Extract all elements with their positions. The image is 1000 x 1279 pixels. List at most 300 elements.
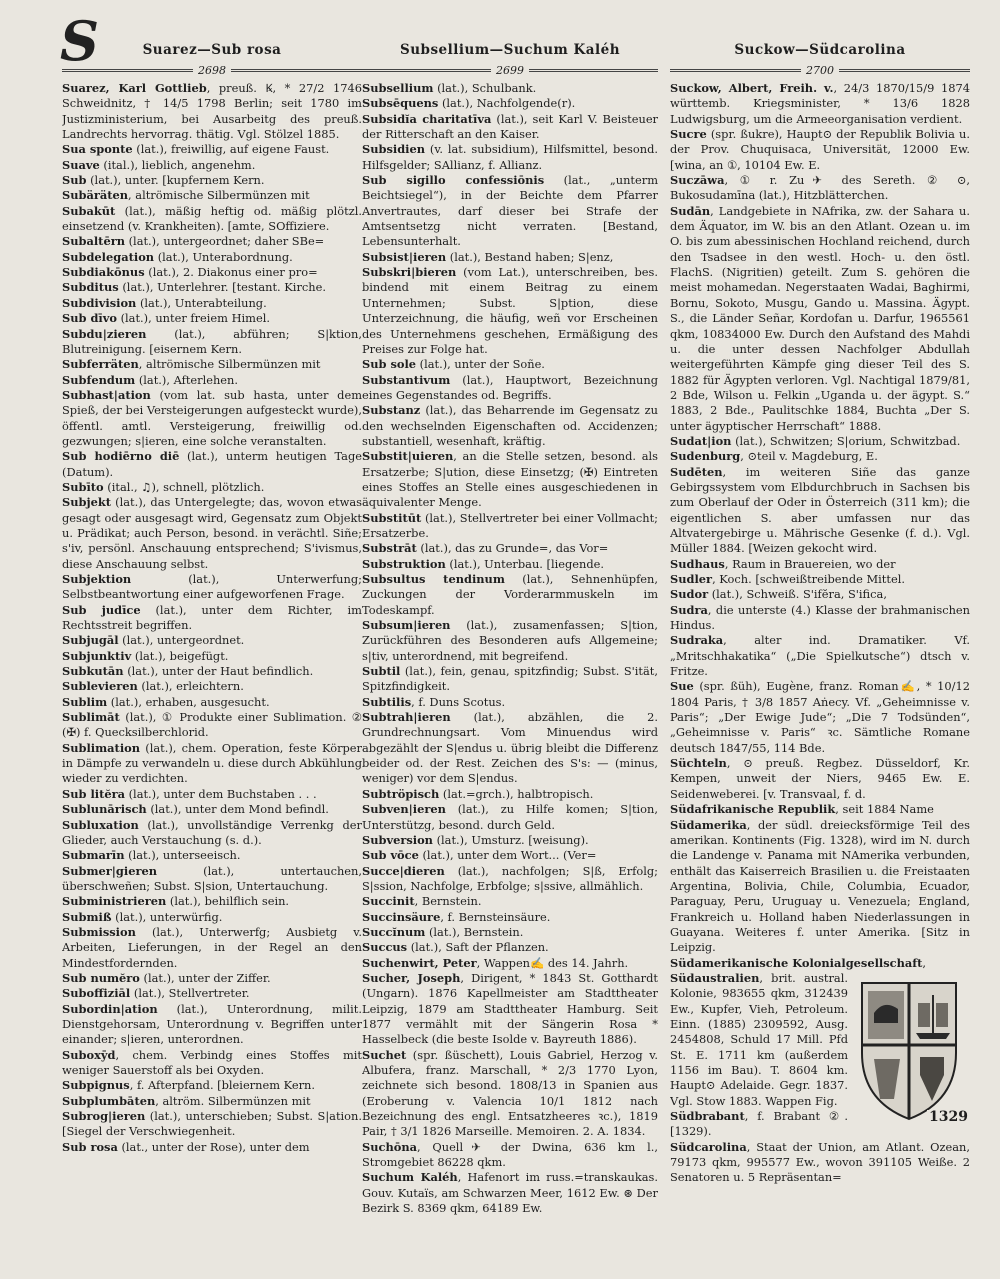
- entry-definition: , Dirigent, * 1843 St. Gotthardt (Ungarn). 1876 Kapellmeister am Stadttheater Leipzig, 1879 am Stadttheater Hamburg. Seit 1877 vermählt mit der Sängerin Rosa * Hasselbeck (die beste Isolde v. Bayreuth 1886).: [362, 970, 658, 1047]
- entry-headword: Subaltērn: [62, 234, 125, 249]
- entry-definition: (lat.), Schweiß. S'ifĕra, S'ifica,: [708, 587, 887, 602]
- figure-number: 1329: [929, 1108, 968, 1125]
- entry-definition: (lat.), abführen; S|ktion, Blutreinigung. [eisernem Kern.: [62, 326, 362, 356]
- entry-definition: (lat.), Unterwerfung; Selbstbeantwortung einer aufgeworfenen Frage.: [62, 572, 362, 602]
- entry-definition: (lat.), seit Karl V. Beisteuer der Ritterschaft an den Kaiser.: [362, 111, 658, 142]
- entry-headword: Subferräten: [62, 357, 139, 372]
- entry-definition: (lat.), Unterabteilung.: [136, 295, 267, 310]
- entry-headword: Sudat|ion: [670, 433, 732, 448]
- dictionary-entry: [62, 234, 362, 249]
- dictionary-entry: [362, 96, 658, 111]
- entry-definition: , ⊙teil v. Magdeburg, E.: [740, 449, 878, 464]
- dictionary-entry: [362, 112, 658, 143]
- dictionary-entry: [62, 925, 362, 971]
- entry-definition: (spr. ßüschett), Louis Gabriel, Herzog v. Albufera, franz. Marschall, * 2/3 1770 Lyon, zeichnete sich besond. 1808/13 in Spanien aus (Eroberung v. Valencia 10/1 1812 nach Bezeichnung des engl. Entsatzheeres ꝛc.), 1819 Pair, † 3/1 1826 Marseille. Memoiren. 2. A. 1834.: [362, 1047, 658, 1139]
- entry-definition: , Bernstein.: [414, 894, 482, 909]
- entry-headword: Submarīn: [62, 848, 125, 863]
- entry-definition: (lat.), unter dem Mond befindl.: [146, 802, 329, 817]
- entry-definition: , f. Bernsteinsäure.: [440, 909, 551, 924]
- entry-definition: (lat.), unter. [kupfernem Kern.: [86, 173, 265, 188]
- entry-definition: , Staat der Union, am Atlant. Ozean, 79173 qkm, 995577 Ew., wovon 391105 Weiße. 2 Senatoren u. 5 Repräsentan=: [670, 1139, 970, 1185]
- entry-definition: (lat.), unter dem Richter, im Rechtsstreit begriffen.: [62, 602, 362, 633]
- entry-definition: (lat.), unterwürfig.: [111, 909, 223, 924]
- entry-headword: Südamerika: [670, 817, 747, 832]
- entry-definition: (lat.), fein, genau, spitzfindig; Subst. S'ität, Spitzfindigkeit.: [362, 664, 658, 694]
- dictionary-entry: [362, 142, 658, 173]
- entry-headword: Succe|dieren: [362, 863, 445, 878]
- entry-headword: Subven|ieren: [362, 802, 446, 817]
- dictionary-entry: [62, 986, 362, 1001]
- dictionary-entry: [362, 695, 658, 710]
- entry-definition: (lat.), 2. Diakonus einer pro=: [144, 265, 318, 280]
- dictionary-entry: [362, 357, 658, 372]
- dictionary-entry: [670, 557, 970, 572]
- dictionary-entry: [62, 480, 362, 495]
- entry-list: [62, 81, 362, 1155]
- entry-headword: Sudēten: [670, 464, 723, 479]
- entry-definition: (lat.), Unterabordnung.: [154, 249, 293, 264]
- dictionary-entry: [362, 664, 658, 695]
- entry-definition: , an die Stelle setzen, besond. als Ersatzerbe; S|ution, diese Einsetzg; (✠) Eintreten eines Stoffes an Stelle eines ausgeschiedenen in äquivalenter Menge.: [362, 449, 658, 510]
- entry-definition: , Hafenort im russ.=transkaukas. Gouv. Kutaïs, am Schwarzen Meer, 1612 Ew. ⊛ Der Bezirk S. 8369 qkm, 64189 Ew.: [362, 1170, 658, 1216]
- column-header: Suckow—Südcarolina: [734, 42, 906, 58]
- entry-headword: Subjektion: [62, 572, 132, 586]
- entry-headword: Sub sigillo confessiōnis: [362, 173, 545, 188]
- dictionary-entry: [362, 925, 658, 940]
- dictionary-entry: [62, 388, 362, 449]
- dictionary-entry: [62, 280, 362, 295]
- entry-headword: Suczāwa: [670, 173, 725, 188]
- entry-headword: Subjugāl: [62, 633, 119, 648]
- entry-headword: Sudraka: [670, 633, 724, 648]
- dictionary-entry: [62, 357, 362, 372]
- entry-definition: (lat.), unter der Ziffer.: [139, 970, 271, 985]
- entry-definition: (lat.), zu Hilfe komen; S|tion, Unterstützg, besond. durch Geld.: [362, 802, 658, 832]
- dictionary-entry: [62, 664, 362, 679]
- entry-definition: (lat.), untergeordnet.: [118, 633, 245, 648]
- entry-headword: Succinsäure: [362, 909, 441, 924]
- page-number: 2700: [806, 63, 834, 77]
- dictionary-entry: [362, 787, 658, 802]
- entry-definition: , altröm. Silbermünzen mit: [155, 1093, 311, 1108]
- entry-headword: Sucher, Joseph: [362, 970, 461, 985]
- entry-headword: Subdu|zieren: [62, 326, 147, 341]
- entry-headword: Südcarolina: [670, 1139, 747, 1154]
- entry-headword: Subīto: [62, 479, 104, 494]
- dictionary-entry: [670, 81, 970, 127]
- entry-definition: , f. Afterpfand. [bleiernem Kern.: [129, 1078, 315, 1093]
- entry-headword: Suchōna: [362, 1139, 417, 1154]
- dictionary-entry: [62, 1002, 362, 1048]
- entry-headword: Subsēquens: [362, 96, 439, 111]
- dictionary-entry: [362, 910, 658, 925]
- dictionary-entry: [62, 142, 362, 157]
- entry-headword: Sudān: [670, 203, 711, 218]
- entry-headword: Süchteln: [670, 756, 727, 771]
- dictionary-entry: [362, 1048, 658, 1140]
- dictionary-entry: [670, 587, 970, 602]
- entry-headword: Suchum Kaléh: [362, 1170, 458, 1185]
- entry-headword: Subjunktiv: [62, 648, 132, 663]
- entry-definition: (lat.), Unterwerfg; Ausbietg v. Arbeiten, Lieferungen, in der Regel an den Mindestfordernden.: [62, 924, 362, 970]
- double-rule: [529, 69, 658, 72]
- entry-definition: (lat.), unterseeisch.: [124, 848, 241, 863]
- column-middle: [362, 40, 658, 1272]
- dictionary-entry: [62, 1078, 362, 1093]
- entry-definition: ,: [922, 955, 927, 970]
- entry-headword: Sub dīvo: [62, 311, 117, 326]
- entry-definition: , die unterste (4.) Klasse der brahmanischen Hindus.: [670, 602, 970, 633]
- entry-headword: Substruktion: [362, 556, 446, 571]
- dictionary-entry: [670, 679, 970, 756]
- entry-definition: (lat.), untergeordnet; daher SBe=: [124, 234, 325, 249]
- entry-definition: , chem. Verbindg eines Stoffes mit weniger Sauerstoff als bei Oxyden.: [62, 1047, 362, 1077]
- dictionary-entry: [670, 434, 970, 449]
- entry-headword: Submission: [62, 924, 136, 939]
- entry-headword: Sub judīce: [62, 602, 141, 617]
- dictionary-entry: [362, 848, 658, 863]
- entry-headword: Subsum|ieren: [362, 618, 451, 633]
- entry-list: [670, 81, 970, 1186]
- entry-headword: Submiß: [62, 909, 112, 924]
- dictionary-entry: [62, 802, 362, 817]
- dictionary-entry: [362, 802, 658, 833]
- entry-headword: Subplumbāten: [62, 1093, 156, 1108]
- entry-definition: (lat.), Schwitzen; S|orium, Schwitzbad.: [731, 433, 961, 448]
- entry-headword: Subluxation: [62, 817, 139, 832]
- column-left: [62, 40, 362, 1272]
- entry-headword: Suchenwirt, Peter: [362, 955, 477, 970]
- dictionary-entry: [362, 403, 658, 449]
- entry-definition: (v. lat. subsidium), Hilfsmittel, besond. Hilfsgelder; SAllianz, f. Allianz.: [362, 142, 658, 172]
- entry-headword: Sua sponte: [62, 142, 133, 157]
- dictionary-entry: [62, 818, 362, 849]
- entry-definition: , altrömische Silbermünzen mit: [138, 357, 321, 372]
- entry-definition: (lat., unter der Rose), unter dem: [117, 1139, 310, 1154]
- dictionary-entry: [62, 649, 362, 664]
- entry-headword: Subfendum: [62, 372, 136, 387]
- dictionary-entry: [62, 1094, 362, 1109]
- entry-headword: Suboxȳd: [62, 1047, 116, 1062]
- dictionary-entry: [362, 894, 658, 909]
- entry-definition: (vom Lat.), unterschreiben, bes. bindend mit einem Beitrag zu einem Unternehmen; Subst. S|ption, diese Unterzeichnung, die häufig, weñ vor Erscheinen des Unternehmens geschehen, Ermäßigung des Preises zur Folge hat.: [362, 265, 658, 356]
- dictionary-entry: [670, 465, 970, 557]
- entry-definition: (lat.), ① Produkte einer Sublimation. ② (✠) f. Quecksilberchlorid.: [62, 710, 362, 740]
- dictionary-entry: [62, 296, 362, 311]
- entry-definition: (lat.), abzählen, die 2. Grundrechnungsart. Vom Minuendus wird abgezählt der S|endus u. übrig bleibt die Differenz beider od. der Rest. Zeichen des S's: — (minus, weniger) vor dem S|endus.: [362, 710, 658, 786]
- page-number-row: [670, 62, 970, 78]
- column-header: Subsellium—Suchum Kaléh: [399, 42, 621, 58]
- entry-definition: (lat.), unter dem Buchstaben . . .: [124, 786, 317, 801]
- entry-definition: (lat.), Stellvertreter bei einer Vollmacht; Ersatzerbe.: [362, 510, 658, 540]
- entry-headword: Suboffiziāl: [62, 986, 131, 1001]
- dictionary-entry: [362, 1170, 658, 1216]
- entry-definition: , altrömische Silbermünzen mit: [128, 188, 310, 203]
- entry-headword: Suarez, Karl Gottlieb: [62, 81, 207, 95]
- entry-definition: (lat.), chem. Operation, feste Körper in Dämpfe zu verwandeln u. diese durch Abkühlung wieder zu verdichten.: [62, 740, 362, 786]
- entry-definition: (spr. ßukre), Haupt⊙ der Republik Bolivia u. der Prov. Chuquisaca, Universität, 12000 Ew. [wina, an ①, 10104 Ew. E.: [670, 127, 970, 172]
- entry-definition: (ital., ♫), schnell, plötzlich.: [103, 479, 265, 494]
- dictionary-entry: [362, 618, 658, 664]
- entry-definition: (lat.), Afterlehen.: [135, 372, 239, 387]
- entry-definition: (lat.), das zu Grunde=, das Vor=: [416, 541, 609, 556]
- entry-definition: , Raum in Brauereien, wo der: [724, 556, 896, 571]
- dictionary-entry: [670, 956, 970, 971]
- entry-headword: Submer|gieren: [62, 863, 157, 878]
- dictionary-entry: [362, 557, 658, 572]
- entry-list: [362, 81, 658, 1216]
- entry-definition: (lat.), unter dem Wort... (Ver=: [418, 848, 597, 863]
- dictionary-entry: [362, 265, 658, 357]
- dictionary-entry: [362, 1140, 658, 1171]
- entry-definition: (lat.), Stellvertreter.: [130, 986, 250, 1001]
- column-right: [670, 40, 970, 1272]
- entry-headword: Subsidien: [362, 142, 426, 157]
- dictionary-entry: [362, 956, 658, 971]
- dictionary-entry: [362, 833, 658, 848]
- dictionary-entry: [62, 495, 362, 572]
- entry-definition: (lat.), das Untergelegte; das, wovon etwas gesagt oder ausgesagt wird, Gegensatz zum Objekt u. Prädikat; auch Person, besond. in verächtl. Siñe; s'iv, persönl. Anschauung entsprechend; S'ivismus, diese Anschauung selbst.: [62, 495, 362, 571]
- entry-definition: , preuß. Ꝃ, * 27/2 1746 Schweidnitz, † 14/5 1798 Berlin; seit 1780 im Justizministerium, bei Ausarbeitg des preuß. Landrechts hervorrag. thätig. Vgl. Stölzel 1885.: [62, 81, 362, 142]
- entry-definition: (lat.), Bestand haben; S|enz,: [446, 249, 614, 264]
- entry-definition: (lat.), Saft der Pflanzen.: [407, 940, 549, 955]
- entry-headword: Sucre: [670, 127, 707, 142]
- entry-definition: (lat.), unter der Haut befindlich.: [123, 664, 314, 679]
- entry-headword: Subdiakōnus: [62, 265, 145, 280]
- entry-definition: (ital.), lieblich, angenehm.: [99, 157, 256, 172]
- dictionary-entry: [362, 864, 658, 895]
- dictionary-entry: [62, 633, 362, 648]
- entry-headword: Subdelegation: [62, 249, 155, 264]
- entry-headword: Subäräten: [62, 188, 129, 203]
- dictionary-entry: [362, 81, 658, 96]
- dictionary-entry: [62, 158, 362, 173]
- entry-definition: , f. Duns Scotus.: [411, 694, 506, 709]
- dictionary-entry: [62, 603, 362, 634]
- column-header: Suarez—Sub rosa: [142, 42, 282, 58]
- entry-definition: (lat.), Sehnenhüpfen, Zuckungen der Vorderarmmuskeln im Todeskampf.: [362, 572, 658, 617]
- dictionary-entry: [670, 818, 970, 956]
- entry-definition: (lat.), untertauchen, überschweñen; Subst. S|sion, Untertauchung.: [62, 863, 362, 893]
- dictionary-entry: [62, 327, 362, 358]
- dictionary-entry: [362, 940, 658, 955]
- entry-headword: Sudhaus: [670, 556, 725, 571]
- entry-headword: Sub litĕra: [62, 786, 125, 801]
- entry-headword: Substrāt: [362, 541, 417, 556]
- dictionary-entry: [362, 373, 658, 404]
- entry-definition: (lat.), unter der Soñe.: [416, 357, 545, 372]
- double-rule: [231, 69, 362, 72]
- double-rule: [839, 69, 970, 72]
- entry-definition: (lat.), das Beharrende im Gegensatz zu den wechselnden Eigenschaften od. Accidenzen; substantiell, wesenhaft, kräftig.: [362, 403, 658, 448]
- entry-definition: , alter ind. Dramatiker. Vf. „Mritschhakatika“ („Die Spielkutsche“) dtsch v. Fritze.: [670, 633, 970, 679]
- dictionary-entry: [62, 1109, 362, 1140]
- entry-definition: (lat.), nachfolgen; S|ß, Erfolg; S|ssion, Nachfolge, Erbfolge; s|ssive, allmählich.: [362, 863, 658, 893]
- entry-headword: Sublim: [62, 694, 108, 709]
- entry-headword: Substanz: [362, 403, 421, 418]
- entry-headword: Subsist|ieren: [362, 249, 447, 264]
- dictionary-entry: [62, 1048, 362, 1079]
- double-rule: [362, 69, 491, 72]
- dictionary-entry: [670, 127, 970, 173]
- dictionary-entry: [62, 250, 362, 265]
- entry-headword: Subordin|ation: [62, 1001, 158, 1016]
- entry-definition: (lat.), Unterordnung, milit. Dienstgehorsam, Unterordnung v. Begriffen unter einander; s|ieren, unterordnen.: [62, 1001, 362, 1047]
- dictionary-entry: [62, 1140, 362, 1155]
- dictionary-entry: [62, 695, 362, 710]
- dictionary-entry: [362, 250, 658, 265]
- entry-headword: Suchet: [362, 1047, 407, 1062]
- entry-definition: (lat.), erhaben, ausgesucht.: [107, 694, 270, 709]
- entry-headword: Subsidĭa charitatīva: [362, 111, 492, 126]
- dictionary-entry: [62, 188, 362, 203]
- dictionary-entry: [670, 204, 970, 434]
- dictionary-entry: [62, 848, 362, 863]
- entry-headword: Succus: [362, 940, 408, 955]
- entry-headword: Subhast|ation: [62, 387, 151, 402]
- entry-headword: Sublevieren: [62, 679, 138, 694]
- entry-headword: Substantivum: [362, 372, 451, 387]
- entry-headword: Subpignus: [62, 1078, 130, 1093]
- dictionary-entry: [670, 449, 970, 464]
- entry-headword: Sub numĕro: [62, 970, 140, 985]
- entry-definition: , brit. austral. Kolonie, 983655 qkm, 312439 Ew., Kupfer, Vieh, Petroleum. Einn. (1885) 2309592, Ausg. 2454808, Schuld 17 Mill. Pfd St. E. 1711 km (außerdem 1156 im Bau). T. 8604 km. Haupt⊙ Adelaide. Gegr. 1837. Vgl. Stow 1883. Wappen Fig.: [670, 970, 848, 1108]
- dictionary-entry: [362, 572, 658, 618]
- entry-headword: Substitūt: [362, 510, 422, 525]
- dictionary-entry: [362, 173, 658, 250]
- entry-definition: (spr. ßüh), Eugène, franz. Roman✍, * 10/12 1804 Paris, † 3/8 1857 Aṅecy. Vf. „Geheimnisse v. Paris“; „Der Ewige Jude“; „Die 7 Todsünden“, „Geheimnisse v. Paris“ ꝛc. Sämtliche Romane deutsch 1847/55, 114 Bde.: [670, 679, 970, 755]
- entry-headword: Suckow, Albert, Freih. v.: [670, 81, 834, 95]
- page-number: 2698: [198, 63, 226, 77]
- entry-definition: (lat.), Unterlehrer. [testant. Kirche.: [118, 280, 326, 295]
- entry-definition: , ① r. Zu✈ des Sereth. ② ⊙, Bukosudamīna (lat.), Hitzblätterchen.: [670, 173, 970, 203]
- dictionary-entry: [62, 572, 362, 603]
- dictionary-entry: [670, 802, 970, 817]
- dictionary-entry: [62, 81, 362, 142]
- entry-definition: (lat.), Nachfolgende(r).: [438, 96, 576, 111]
- entry-definition: (lat.), Bernstein.: [425, 924, 524, 939]
- entry-headword: Subtilis: [362, 694, 412, 709]
- dictionary-entry: [62, 449, 362, 480]
- entry-headword: Sub rosa: [62, 1139, 118, 1154]
- dictionary-entry: [670, 603, 970, 634]
- entry-definition: , Quell✈ der Dwina, 636 km l., Stromgebiet 86228 qkm.: [362, 1139, 658, 1170]
- dictionary-entry: [362, 541, 658, 556]
- section-letter: S: [60, 9, 99, 73]
- entry-definition: (lat.), Schulbank.: [433, 81, 537, 95]
- coat-of-arms-figure: [854, 973, 970, 1125]
- entry-definition: (lat.), unter freiem Himel.: [116, 311, 270, 326]
- double-rule: [62, 69, 193, 72]
- entry-headword: Sudler: [670, 572, 713, 586]
- entry-headword: Südafrikanische Republik: [670, 802, 836, 817]
- entry-headword: Südaustralien: [670, 970, 760, 985]
- entry-headword: Subsultus tendinum: [362, 572, 505, 586]
- entry-headword: Subtröpisch: [362, 786, 440, 801]
- dictionary-entry: [670, 173, 970, 204]
- dictionary-entry: [62, 787, 362, 802]
- entry-headword: Sub vōce: [362, 848, 419, 863]
- entry-headword: Subrog|ieren: [62, 1109, 146, 1124]
- entry-definition: (lat.), beigefügt.: [131, 648, 229, 663]
- dictionary-entry: [62, 894, 362, 909]
- dictionary-entry: [362, 449, 658, 510]
- entry-headword: Sub: [62, 173, 87, 188]
- dictionary-entry: [670, 1140, 970, 1186]
- entry-headword: Sublimāt: [62, 710, 120, 725]
- dictionary-entry: [62, 679, 362, 694]
- entry-headword: Subskri|bieren: [362, 265, 457, 280]
- dictionary-entry: [62, 173, 362, 188]
- entry-definition: , Landgebiete in NAfrika, zw. der Sahara u. dem Äquator, im W. bis an den Atlant. Ozean u. im O. bis zum abessinischen Hochland reichend, durch den Tsadsee in den westl. Hoch- u. den östl. FlachS. (Nigritien) geteilt. Zum S. gehören die meist mohamedan. Negerstaaten Wadai, Baghirmi, Bornu, Sokoto, Musgu, Gando u. Massina. Ägypt. S., die Länder Señar, Kordofan u. Darfur, 1965561 qkm, 10834000 Ew. Durch den Aufstand des Mahdi u. die unter dessen Nachfolger Abdullah weitergeführten Kämpfe ging dieser Teil des S. 1882 für Ägypten verloren. Vgl. Nachtigal 1879/81, 2 Bde, Wilson u. Felkin „Uganda u. der ägypt. S.“ 1883, 2 Bde., Paulitschke 1884, Buchta „Der S. unter ägyptischer Herrschaft“ 1888.: [670, 203, 970, 433]
- entry-headword: Subtil: [362, 664, 401, 679]
- entry-definition: (lat.), freiwillig, auf eigene Faust.: [132, 142, 330, 157]
- entry-definition: , ⊙ preuß. Regbez. Düsseldorf, Kr. Kempen, unweit der Niers, 9465 Ew. E. Seidenweberei. [v. Transvaal, f. d.: [670, 756, 970, 801]
- entry-definition: (lat.), unterm heutigen Tage (Datum).: [62, 449, 362, 479]
- entry-headword: Sue: [670, 679, 694, 694]
- entry-headword: Sudenburg: [670, 449, 741, 464]
- entry-headword: Subversion: [362, 832, 433, 847]
- entry-headword: Subtrah|ieren: [362, 710, 451, 725]
- entry-headword: Subkutān: [62, 664, 124, 679]
- page-number-row: [362, 62, 658, 78]
- entry-definition: (lat.), mäßig heftig od. mäßig plötzl. einsetzend (v. Krankheiten). [amte, SOffiziere.: [62, 203, 362, 234]
- entry-definition: (lat.), Umsturz. [weisung).: [432, 832, 589, 847]
- entry-definition: (lat.), erleichtern.: [137, 679, 244, 694]
- dictionary-entry: [362, 511, 658, 542]
- entry-definition: , Koch. [schweißtreibende Mittel.: [712, 572, 905, 586]
- entry-headword: Subdivision: [62, 295, 137, 310]
- entry-definition: (lat.), behilflich sein.: [166, 894, 290, 909]
- entry-headword: Sublunārisch: [62, 802, 147, 817]
- entry-headword: Succinit: [362, 894, 415, 909]
- entry-headword: Sub sole: [362, 357, 417, 372]
- entry-definition: (lat.), unterschieben; Subst. S|ation. [Siegel der Verschwiegenheit.: [62, 1109, 362, 1139]
- dictionary-entry: [62, 971, 362, 986]
- entry-headword: Subsellium: [362, 81, 434, 95]
- dictionary-entry: [670, 633, 970, 679]
- page-number-row: [62, 62, 362, 78]
- entry-definition: , seit 1884 Name: [835, 802, 934, 817]
- entry-definition: , im weiteren Siñe das ganze Gebirgssystem vom Elbdurchbruch in Sachsen bis zum Oberlauf der Oder in Österreich (311 km); die eigentlichen S. aber umfassen nur das Altvatergebirge u. Mährische Gesenke (f. d.). Vgl. Müller 1884. [Weizen gekocht wird.: [670, 464, 970, 556]
- entry-definition: , der südl. dreiecksförmige Teil des amerikan. Kontinents (Fig. 1328), wird im N. durch die Landenge v. Panama mit NAmerika verbunden, enthält das Kaiserreich Brasilien u. die Freistaaten Argentina, Bolivia, Chile, Columbia, Ecuador, Paraguay, Peru, Uruguay u. Venezuela; England, Frankreich u. Holland haben Niederlassungen in Guayana. Weiteres f. unter Amerika. [Sitz in Leipzig.: [670, 817, 970, 955]
- entry-headword: Sublimation: [62, 740, 141, 755]
- dictionary-entry: [62, 710, 362, 741]
- entry-definition: (lat.=grch.), halbtropisch.: [439, 786, 594, 801]
- entry-headword: Subakūt: [62, 203, 116, 218]
- coat-of-arms-icon: [854, 973, 964, 1123]
- dictionary-entry: [670, 756, 970, 802]
- dictionary-entry: [670, 572, 970, 587]
- entry-headword: Sudra: [670, 602, 708, 617]
- entry-definition: (lat.), Hauptwort, Bezeichnung eines Gegenstandes od. Begriffs.: [362, 372, 658, 402]
- entry-definition: , Wappen✍ des 14. Jahrh.: [476, 955, 629, 970]
- entry-headword: Südamerikanische Kolonialgesellschaft: [670, 955, 923, 970]
- dictionary-entry: [362, 971, 658, 1048]
- dictionary-entry: [62, 864, 362, 895]
- entry-definition: (lat.), Unterbau. [liegende.: [445, 556, 605, 571]
- entry-headword: Subditus: [62, 280, 119, 295]
- dictionary-entry: [62, 204, 362, 235]
- entry-definition: , 24/3 1870/15/9 1874 württemb. Kriegsminister, * 13/6 1828 Ludwigsburg, um die Armeeorganisation verdient.: [670, 81, 970, 126]
- entry-definition: (lat., „unterm Beichtsiegel“), in der Beichte dem Pfarrer Anvertrautes, darf dieser bei Strafe der Amtsentsetzg nicht verraten. [Bestand, Lebensunterhalt.: [362, 173, 658, 249]
- dictionary-entry: [62, 311, 362, 326]
- entry-headword: Subjekt: [62, 495, 111, 510]
- entry-headword: Substit|uieren: [362, 449, 454, 464]
- entry-headword: Sub hodiērno diē: [62, 449, 180, 464]
- dictionary-entry: [62, 373, 362, 388]
- dictionary-entry: [62, 265, 362, 280]
